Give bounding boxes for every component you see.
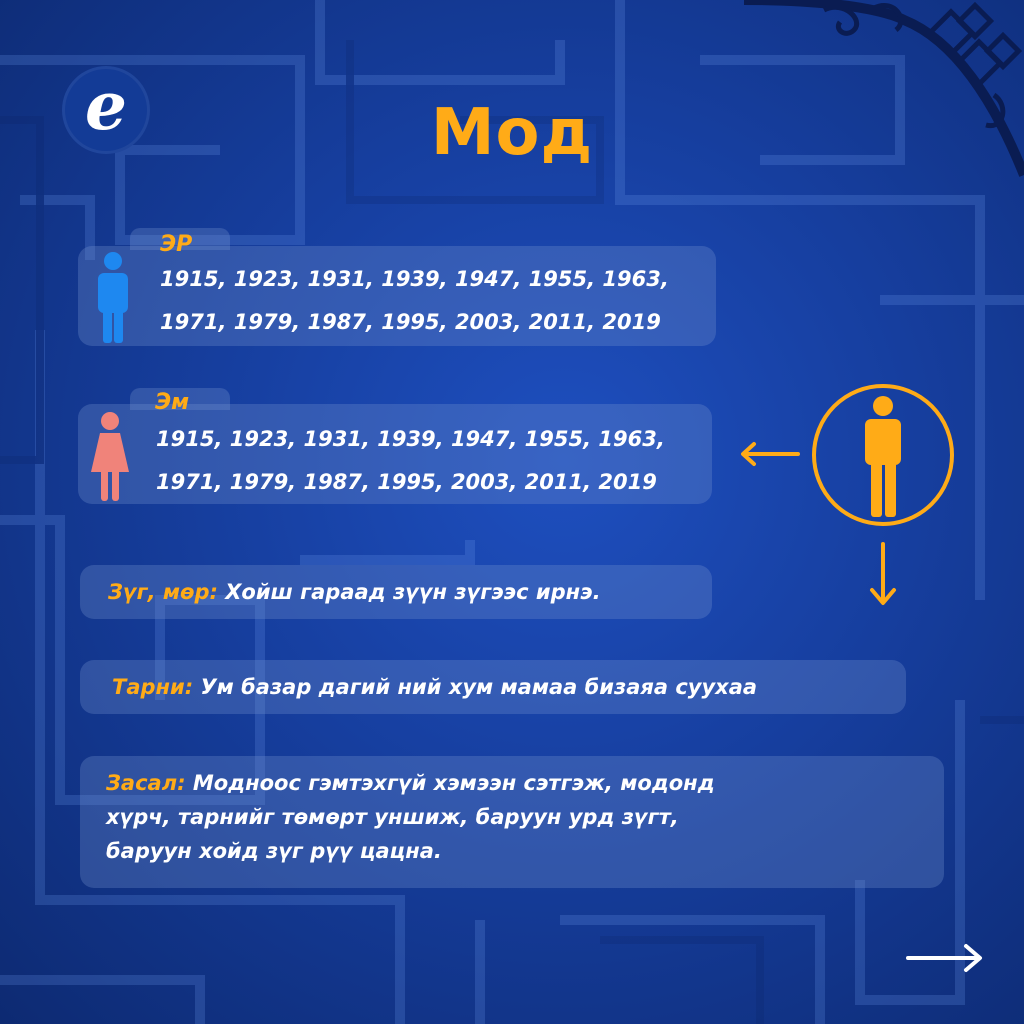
male-years-line-1: 1915, 1923, 1931, 1939, 1947, 1955, 1963, [160,267,669,291]
mantra-value: Ум базар дагий ний хум мамаа бизаяа суухаа [200,675,758,699]
arrow-left-icon [738,440,802,468]
male-label: ЭР [160,232,193,257]
remedy-line-1 [106,766,715,800]
female-years [156,418,665,504]
male-figure-icon [93,250,133,344]
female-years-line-1: 1915, 1923, 1931, 1939, 1947, 1955, 1963, [156,427,665,451]
direction-value: Хойш гараад зүүн зүгээс ирнэ. [225,580,601,604]
mantra-key: Тарни: [112,675,194,699]
direction-key: Зүг, мөр: [108,580,218,604]
remedy-key: Засал: [106,771,186,795]
female-label: Эм [155,390,190,415]
remedy-line-3: баруун хойд зүг рүү цацна. [106,839,442,863]
female-figure-icon [88,410,132,502]
page-title: Мод [430,96,594,170]
remedy-text [106,766,715,868]
next-arrow-icon[interactable] [904,940,986,976]
remedy-line-2: хүрч, тарнийг төмөрт уншиж, баруун урд зүгт, [106,805,679,829]
mantra-text [112,675,757,699]
male-years [160,258,669,344]
direction-text [108,580,601,604]
person-circle-icon [810,382,956,528]
remedy-line-1-text: Модноос гэмтэхгүй хэмээн сэтгэж, модонд [192,771,715,795]
male-years-line-2: 1971, 1979, 1987, 1995, 2003, 2011, 2019 [160,310,661,334]
female-years-line-2: 1971, 1979, 1987, 1995, 2003, 2011, 2019 [156,470,657,494]
logo-letter: e [85,67,127,145]
arrow-down-icon [866,542,900,608]
